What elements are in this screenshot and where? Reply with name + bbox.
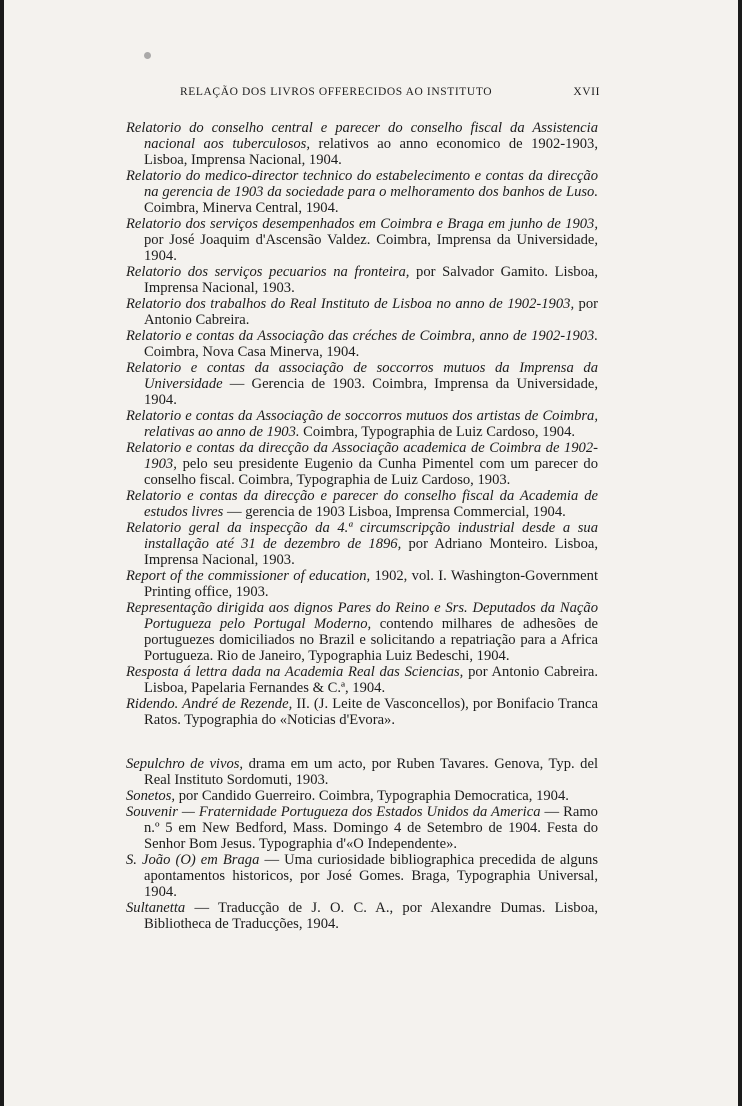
bibliography-entry: Relatorio geral da inspecção da 4.ª circumscripção industrial desde a sua installação até 31 de dezembro de 1896, por Adriano Monteiro. Lisboa, Imprensa Nacional, 1903. xyxy=(126,520,598,568)
ink-speck xyxy=(144,52,151,59)
bibliography-entry: Report of the commissioner of education, 1902, vol. I. Washington-Government Printing office, 1903. xyxy=(126,568,598,600)
page-number: XVII xyxy=(573,86,600,98)
bibliography-entry: Sonetos, por Candido Guerreiro. Coimbra, Typographia Democratica, 1904. xyxy=(126,788,569,804)
bibliography-entry: Souvenir — Fraternidade Portugueza dos Estados Unidos da America — Ramo n.º 5 em New Bedford, Mass. Domingo 4 de Setembro de 1904. Festa do Senhor Bom Jesus. Typographia d'«O Independente». xyxy=(126,804,598,852)
bibliography-entry: Relatorio dos serviços desempenhados em Coimbra e Braga em junho de 1903, por José Joaquim d'Ascensão Valdez. Coimbra, Imprensa da Universidade, 1904. xyxy=(126,216,598,264)
bibliography-entry: Relatorio do medico-director technico do estabelecimento e contas da direcção na gerencia de 1903 da sociedade para o melhoramento dos banhos de Luso. Coimbra, Minerva Central, 1904. xyxy=(126,168,598,216)
bibliography-list-r xyxy=(126,120,598,728)
bibliography-entry: Relatorio e contas da Associação das créches de Coimbra, anno de 1902-1903. Coimbra, Nova Casa Minerva, 1904. xyxy=(126,328,598,360)
bibliography-entry: Sepulchro de vivos, drama em um acto, por Ruben Tavares. Genova, Typ. del Real Instituto Sordomuti, 1903. xyxy=(126,756,598,788)
bibliography-entry: Ridendo. André de Rezende, II. (J. Leite de Vasconcellos), por Bonifacio Tranca Ratos. Typographia do «Noticias d'Evora». xyxy=(126,696,598,728)
bibliography-entry: Resposta á lettra dada na Academia Real das Sciencias, por Antonio Cabreira. Lisboa, Papelaria Fernandes & C.ª, 1904. xyxy=(126,664,598,696)
bibliography-entry: Relatorio dos serviços pecuarios na fronteira, por Salvador Gamito. Lisboa, Imprensa Nacional, 1903. xyxy=(126,264,599,296)
bibliography-entry: Relatorio e contas da Associação de soccorros mutuos dos artistas de Coimbra, relativas ao anno de 1903. Coimbra, Typographia de Luiz Cardoso, 1904. xyxy=(126,408,598,440)
bibliography-entry: Relatorio dos trabalhos do Real Instituto de Lisboa no anno de 1902-1903, por Antonio Cabreira. xyxy=(126,296,598,328)
bibliography-entry: Sultanetta — Traducção de J. O. C. A., por Alexandre Dumas. Lisboa, Bibliotheca de Traducções, 1904. xyxy=(126,900,598,932)
bibliography-entry: Relatorio e contas da direcção da Associação academica de Coimbra de 1902-1903, pelo seu presidente Eugenio da Cunha Pimentel com um parecer do conselho fiscal. Coimbra, Typographia de Luiz Cardoso, 1903. xyxy=(126,440,598,488)
bibliography-entry: Relatorio e contas da direcção e parecer do conselho fiscal da Academia de estudos livres — gerencia de 1903 Lisboa, Imprensa Commercial, 1904. xyxy=(126,488,598,520)
bibliography-entry: Relatorio e contas da associação de soccorros mutuos da Imprensa da Universidade — Gerencia de 1903. Coimbra, Imprensa da Universidade, 1904. xyxy=(126,360,598,408)
bibliography-entry: S. João (O) em Braga — Uma curiosidade bibliographica precedida de alguns apontamentos historicos, por José Gomes. Braga, Typographia Universal, 1904. xyxy=(126,852,598,900)
running-title: RELAÇÃO DOS LIVROS OFFERECIDOS AO INSTITUTO xyxy=(180,86,493,98)
bibliography-list-s xyxy=(126,756,598,932)
bibliography-entry: Representação dirigida aos dignos Pares do Reino e Srs. Deputados da Nação Portugueza pelo Portugal Moderno, contendo milhares de adhesões de portuguezes domiciliados no Brazil e solicitando a repatriação para a Africa Portugueza. Rio de Janeiro, Typographia Luiz Bedeschi, 1904. xyxy=(126,600,598,664)
bibliography-entry: Relatorio do conselho central e parecer do conselho fiscal da Assistencia nacional aos tuberculosos, relativos ao anno economico de 1902-1903, Lisboa, Imprensa Nacional, 1904. xyxy=(126,120,598,168)
running-header xyxy=(180,86,600,98)
